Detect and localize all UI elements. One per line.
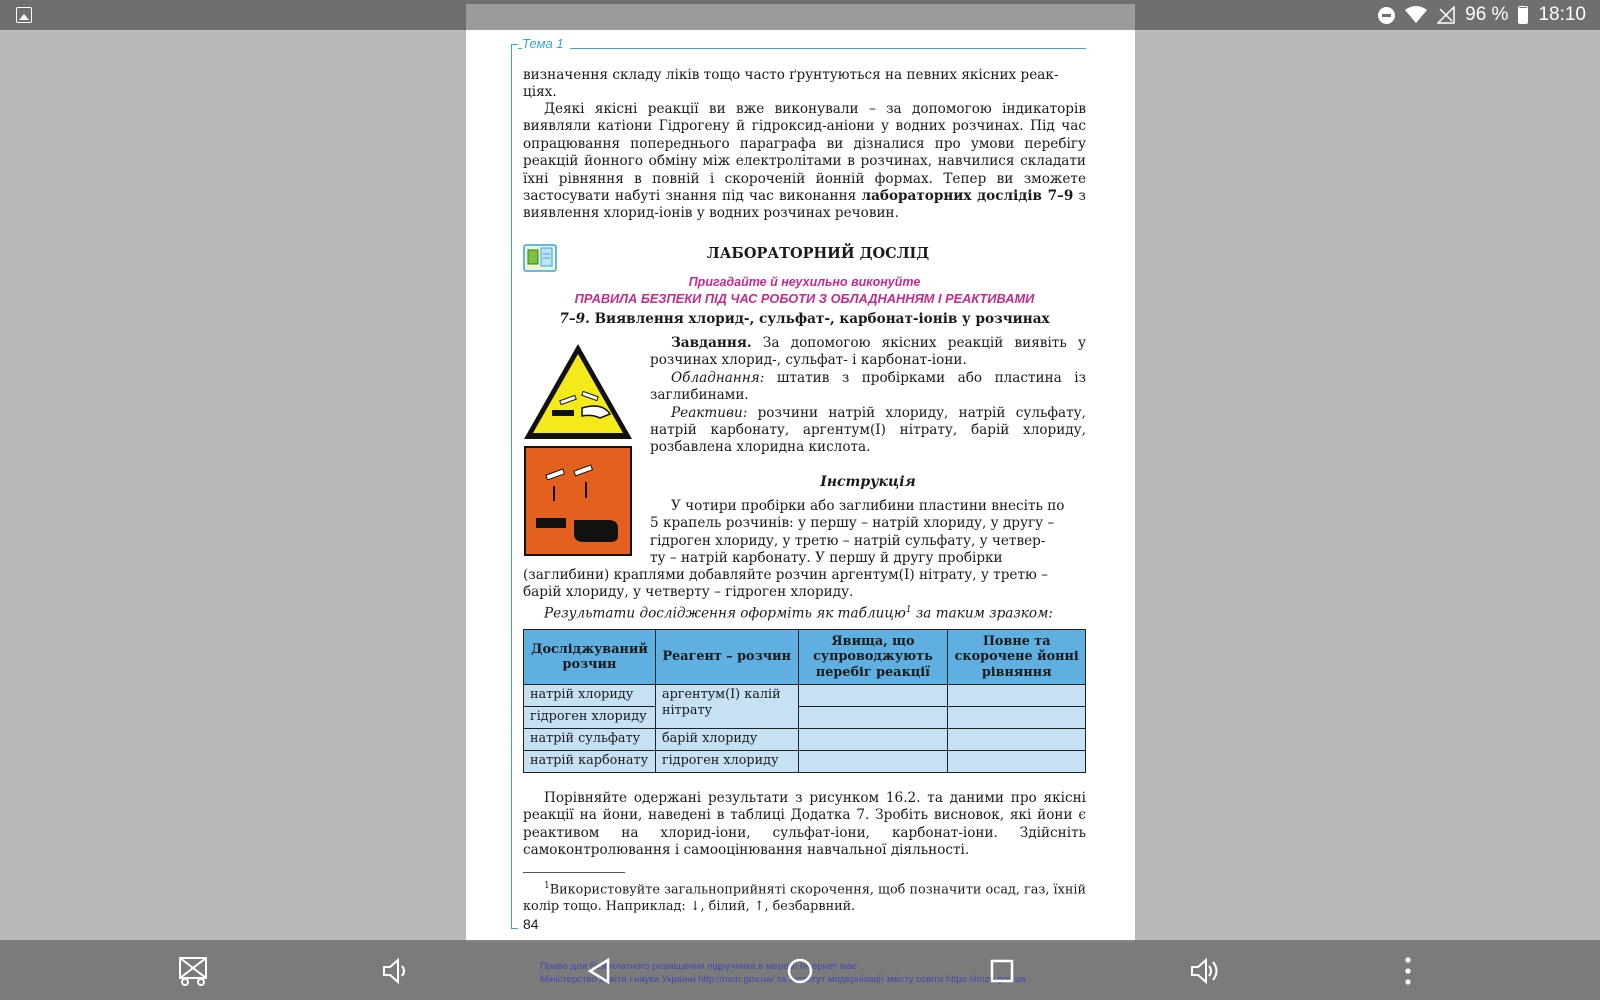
results-note (523, 602, 1086, 623)
volume-up-icon[interactable] (1188, 955, 1220, 987)
equipment-label: Обладнання: (671, 369, 765, 386)
theme-label: Тема 1 (522, 36, 570, 51)
wifi-icon (1405, 6, 1427, 24)
conclusion-paragraph (523, 790, 1086, 860)
table-cell: гідроген хлориду (655, 751, 798, 773)
table-header-row (524, 630, 1086, 685)
license-line: Право для безоплатного розміщення підручника в мережі Інтернет має (540, 961, 857, 972)
table-header: Явища, що супроводжують перебіг реакції (798, 630, 948, 685)
table-cell (798, 685, 948, 707)
footnote-divider (523, 872, 625, 873)
page-number: 84 (523, 916, 539, 932)
table-header: Повне та скорочене йонні рівняння (948, 630, 1086, 685)
license-line: Міністерство освіти і науки України http://mon.gov.ua/ та Інститут модернізації змісту освіти https://imzo.gov.ua (540, 974, 1026, 985)
equipment-text: штатив з пробірками або пластина із заглибинами. (650, 369, 1086, 404)
table-cell: натрій сульфату (524, 729, 656, 751)
table-cell: барій хлориду (655, 729, 798, 751)
gallery-icon (16, 7, 32, 23)
experiment-title-text: Виявлення хлорид-, сульфат-, карбонат-іонів у розчинах (594, 311, 1050, 327)
task-block (650, 335, 1086, 457)
footnote (523, 878, 1086, 915)
instruction-title: Інструкція (820, 474, 916, 490)
experiment-title (523, 311, 1086, 327)
experiment-number: 7–9. (559, 311, 590, 327)
more-icon[interactable] (1392, 955, 1424, 987)
back-icon[interactable] (584, 955, 616, 987)
table-row (524, 751, 1086, 773)
results-note-text: Результати дослідження оформіть як таблицю (544, 605, 906, 622)
results-table (523, 629, 1086, 773)
frame-tick (511, 44, 518, 45)
do-not-disturb-icon (1378, 7, 1395, 24)
book-page[interactable] (466, 4, 1135, 942)
lab-title: ЛАБОРАТОРНИЙ ДОСЛІД (706, 245, 930, 262)
navigation-bar (0, 940, 1600, 1000)
results-note-end: за таким зразком: (911, 605, 1053, 622)
table-cell (948, 707, 1086, 729)
paragraph-bold: лабораторних дослідів 7–9 (861, 188, 1074, 205)
battery-icon (1518, 6, 1528, 24)
table-row (524, 707, 1086, 729)
home-icon[interactable] (784, 955, 816, 987)
table-cell (798, 751, 948, 773)
intro-line: визначення складу ліків тощо часто ґрунтуються на певних якісних реак- (523, 67, 1059, 83)
frame-tick (511, 928, 518, 929)
conclusion-text: Порівняйте одержані результати з рисунком 16.2. та даними про якісні реакції на йони, наведені в таблиці Додатка 7. Зробіть висновок, які йони є реактивом на хлорид-іони, сульфат-іони, карбонат-іони. Здійсніть самоконтролювання і самооцінювання навчальної діяльності. (523, 790, 1086, 859)
table-cell (798, 729, 948, 751)
task-text: За допомогою якісних реакцій виявіть у розчинах хлорид-, сульфат- і карбонат-іони. (650, 335, 1086, 369)
safety-rules-heading: ПРАВИЛА БЕЗПЕКИ ПІД ЧАС РОБОТИ З ОБЛАДНАННЯМ І РЕАКТИВАМИ (574, 291, 1035, 306)
reagents-label: Реактиви: (671, 404, 748, 421)
table-cell (948, 751, 1086, 773)
recents-icon[interactable] (986, 955, 1018, 987)
table-cell (948, 685, 1086, 707)
corrosive-hazard-icon (524, 446, 632, 556)
instruction-line: У чотири пробірки або заглибини пластини внесіть по (671, 498, 1065, 514)
table-row (524, 729, 1086, 751)
footnote-mark: 1 (544, 881, 550, 891)
footnote-text: Використовуйте загальноприйняті скорочення, щоб позначити осад, газ, їхній колір тощо. Наприклад: ↓, білий, ↑, безбарвний. (523, 882, 1086, 914)
table-cell (948, 729, 1086, 751)
table-cell (798, 707, 948, 729)
table-cell: натрій хлориду (524, 685, 656, 707)
crop-icon[interactable] (177, 955, 209, 987)
reagents-text: розчини натрій хлориду, натрій сульфату, натрій карбонату, аргентум(I) нітрату, барій хлориду, розбавлена хлоридна кислота. (650, 404, 1086, 456)
paragraph-text: Деякі якісні реакції ви вже виконували – за допомогою індикаторів виявляли катіони Гідрогену й гідроксид-аніони у водних розчинах. Під час опрацювання попереднього параграфа ви дізналися про умови перебігу реакцій йонного обміну між електролітами в розчинах, навчилися складати їхні рівняння в повній і скороченій йонній формах. Тепер ви зможете застосувати набуті знання під час виконання (523, 101, 1086, 205)
instruction-line: ту – натрій карбонату. У першу й другу пробірки (650, 550, 1003, 567)
volume-down-icon[interactable] (380, 955, 412, 987)
battery-percent: 96 % (1465, 4, 1509, 25)
clock: 18:10 (1538, 4, 1586, 25)
corrosive-warning-triangle-icon (522, 342, 634, 442)
instruction-line: 5 крапель розчинів: у першу – натрій хлориду, у другу – (650, 515, 1055, 532)
task-label: Завдання. (671, 335, 752, 351)
table-row (524, 685, 1086, 707)
instruction-text-full (523, 567, 1086, 602)
instruction-text (650, 498, 1086, 568)
table-cell: гідроген хлориду (524, 707, 656, 729)
table-header: Досліджуваний розчин (524, 630, 656, 685)
table-header: Реагент – розчин (655, 630, 798, 685)
paragraph-text: з виявлення хлорид-іонів у водних розчинах речовин. (523, 188, 1086, 222)
footnote-ref: 1 (905, 605, 912, 615)
table-cell: аргентум(I) калій нітрату (655, 685, 798, 729)
intro-text (523, 67, 1086, 102)
signal-off-icon (1437, 6, 1455, 24)
instruction-line: (заглибини) краплями добавляйте розчин аргентум(I) нітрату, у третю – (523, 567, 1048, 583)
intro-line: ціях. (523, 84, 557, 101)
frame-line (511, 44, 512, 928)
table-cell: натрій карбонату (524, 751, 656, 773)
safety-reminder: Пригадайте й неухильно виконуйте (688, 275, 921, 289)
instruction-line: гідроген хлориду, у третю – натрій сульфату, у четвер- (650, 532, 1046, 549)
status-indicators (1378, 0, 1586, 30)
page-top-bar (466, 4, 1135, 30)
frame-line (518, 48, 1086, 49)
paragraph-2 (523, 101, 1086, 223)
instruction-line: барій хлориду, у четверту – гідроген хлориду. (523, 584, 854, 601)
